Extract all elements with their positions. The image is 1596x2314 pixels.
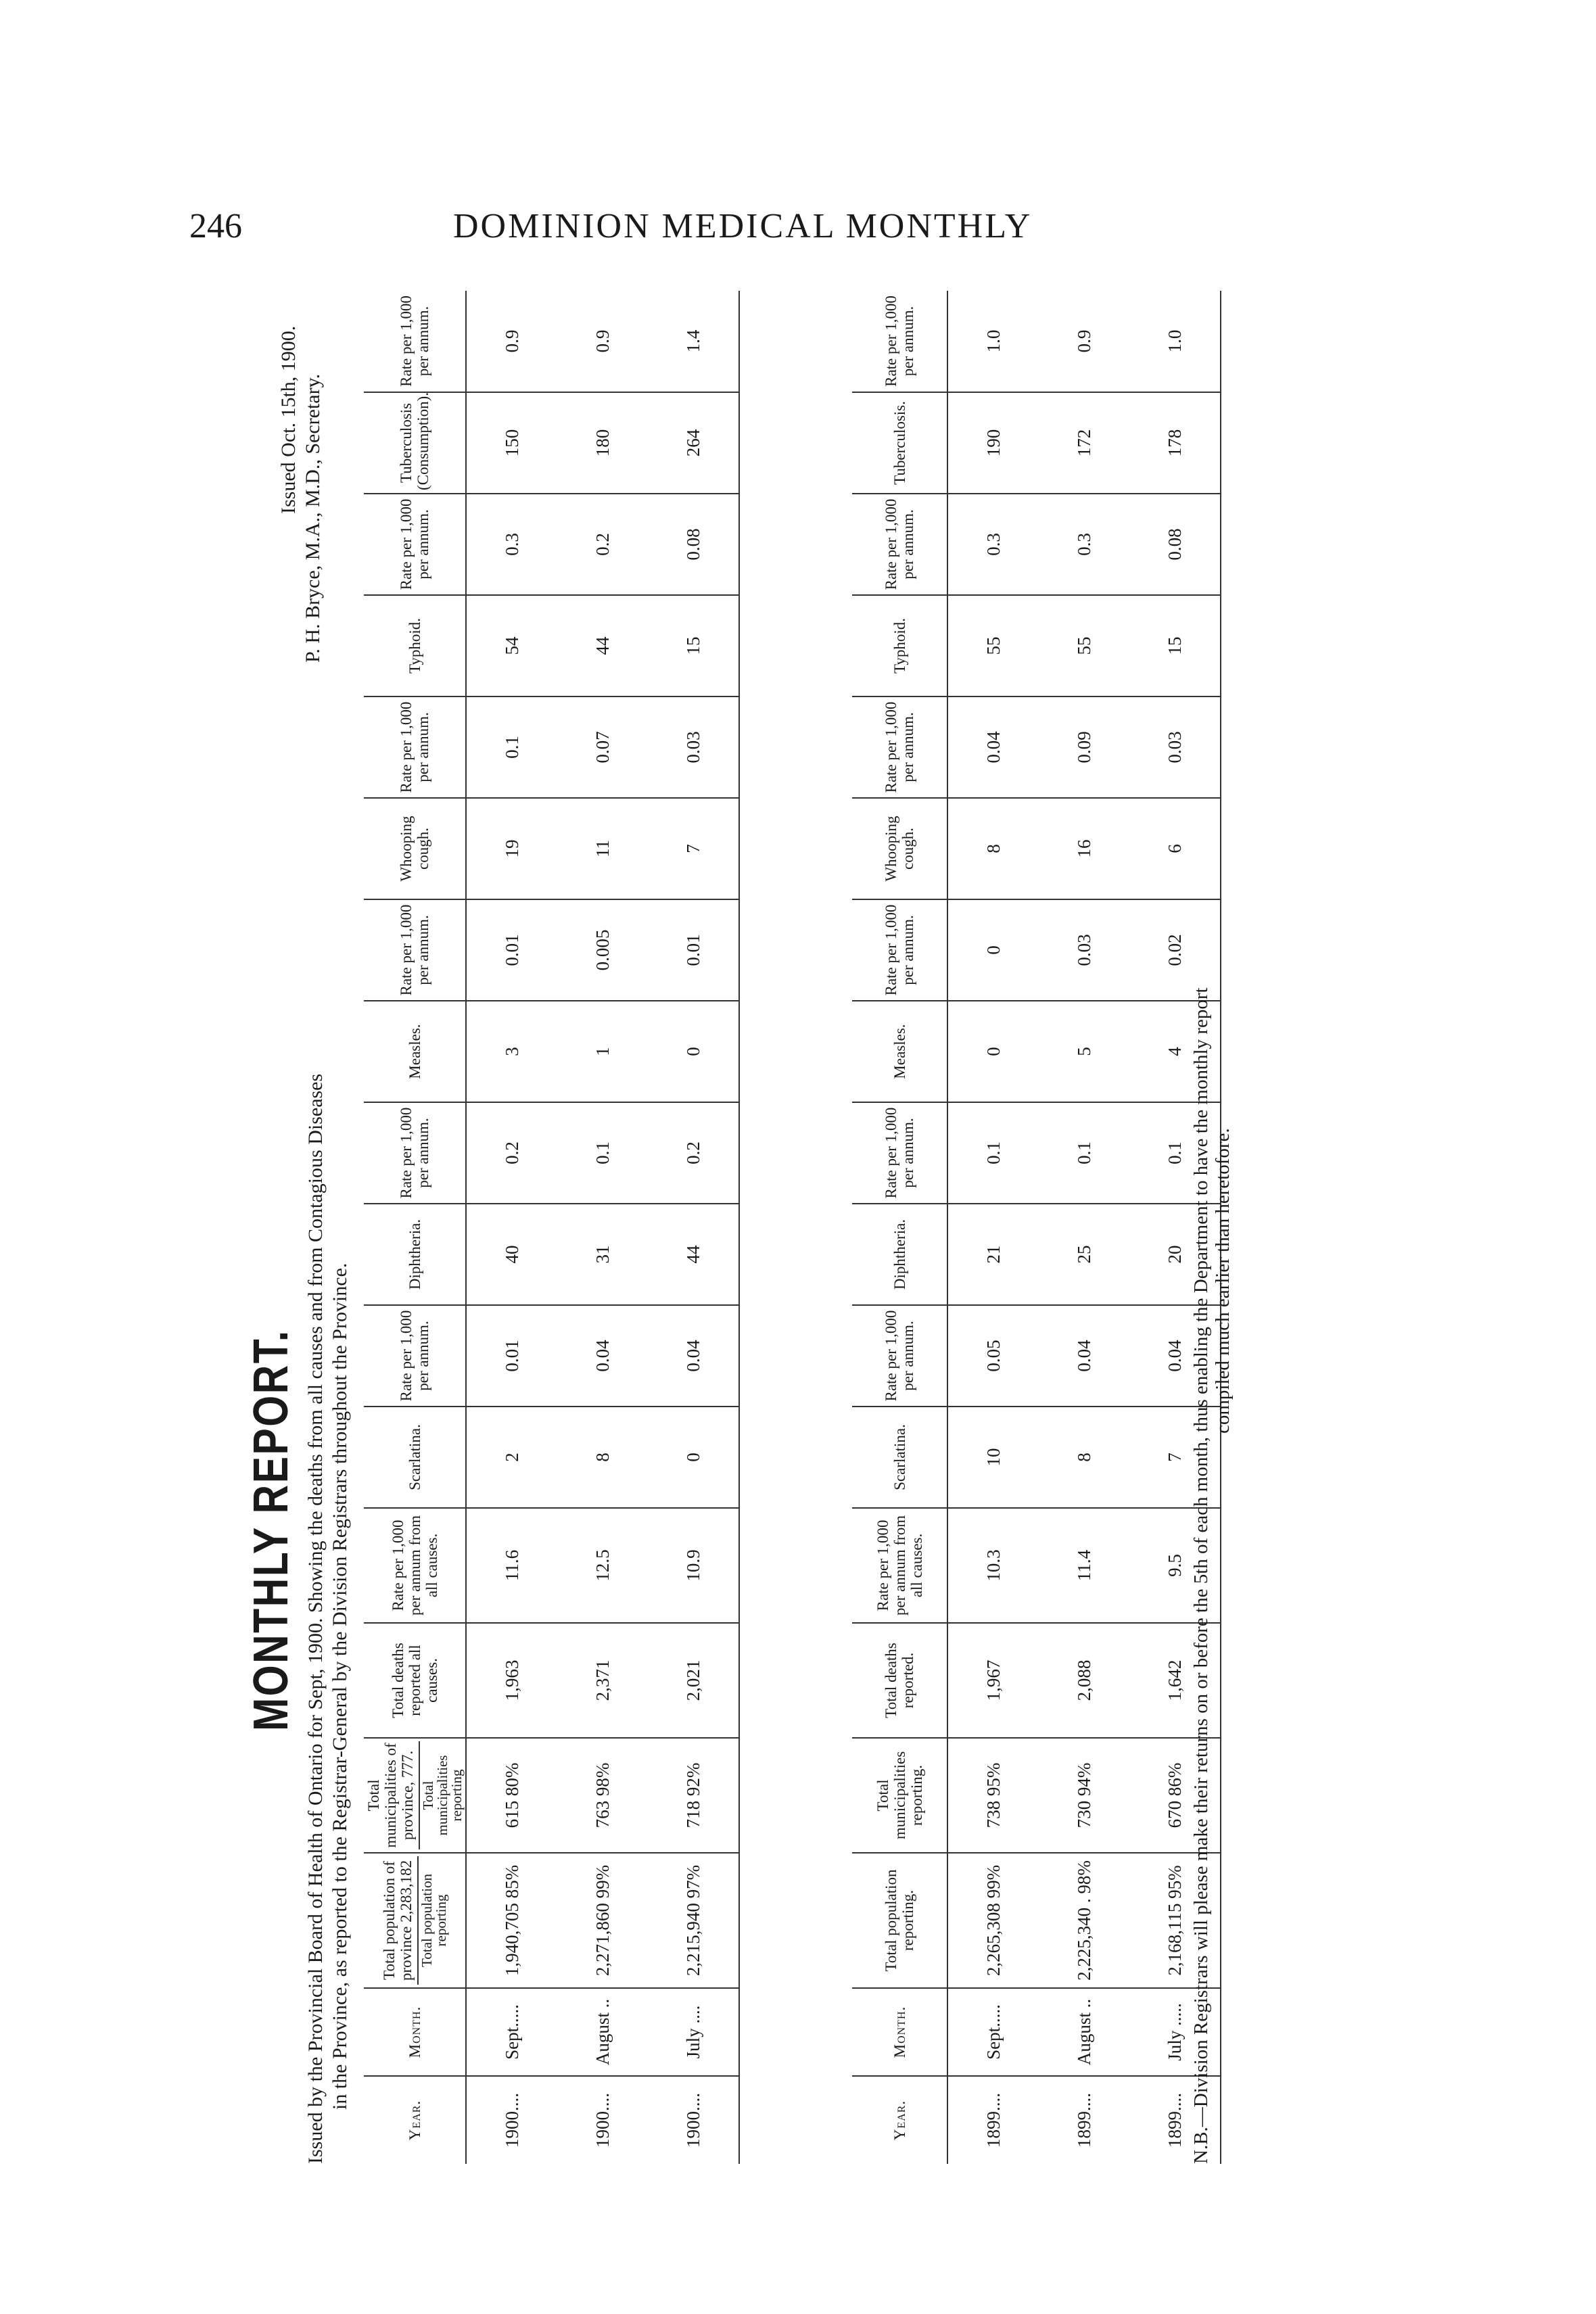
col-rate-diphtheria: Rate per 1,000 per annum. [852, 1102, 947, 1204]
col-typhoid: Typhoid. [852, 595, 947, 696]
cell-scarlatina: 8 [557, 1407, 648, 1508]
cell-municipalities: 615 80% [466, 1738, 557, 1853]
cell-rate-tuberculosis: 0.9 [557, 291, 648, 392]
cell-rate-typhoid: 0.2 [557, 494, 648, 595]
col-municipalities: Total municipalities reporting. [852, 1738, 947, 1853]
col-diphtheria: Diphtheria. [364, 1204, 466, 1305]
cell-whooping: 7 [648, 798, 739, 899]
cell-month: August .. [557, 1988, 648, 2076]
cell-municipalities: 738 95% [947, 1738, 1039, 1853]
cell-scarlatina: 8 [1039, 1407, 1129, 1508]
col-rate-measles: Rate per 1,000 per annum. [364, 899, 466, 1001]
col-whooping: Whooping cough. [852, 798, 947, 899]
cell-deaths: 1,967 [947, 1623, 1039, 1738]
cell-rate-diphtheria: 0.1 [1129, 1102, 1221, 1204]
cell-rate-scarlatina: 0.01 [466, 1305, 557, 1407]
cell-rate-scarlatina: 0.05 [947, 1305, 1039, 1407]
cell-rate-tuberculosis: 1.0 [947, 291, 1039, 392]
cell-rate-measles: 0.02 [1129, 899, 1221, 1001]
page-header [189, 193, 1069, 260]
cell-typhoid: 15 [648, 595, 739, 696]
cell-tuberculosis: 264 [648, 392, 739, 494]
cell-tuberculosis: 172 [1039, 392, 1129, 494]
col-rate-scarlatina: Rate per 1,000 per annum. [852, 1305, 947, 1407]
cell-rate-all: 9.5 [1129, 1508, 1221, 1623]
cell-year: 1900.... [502, 2093, 522, 2148]
col-municipalities: Total municipalities of province, 777. Total municipalities reporting [364, 1738, 466, 1853]
table-row [648, 291, 739, 2164]
rotated-report [243, 298, 1244, 2164]
cell-rate-all: 11.4 [1039, 1508, 1129, 1623]
col-rate-measles: Rate per 1,000 per annum. [852, 899, 947, 1001]
cell-month: July ..... [1129, 1988, 1221, 2076]
cell-rate-scarlatina: 0.04 [557, 1305, 648, 1407]
cell-rate-tuberculosis: 0.9 [466, 291, 557, 392]
cell-whooping: 8 [947, 798, 1039, 899]
table-1900 [364, 291, 740, 2164]
cell-municipalities: 763 98% [557, 1738, 648, 1853]
cell-rate-whooping: 0.04 [947, 696, 1039, 798]
col-month: Month. [364, 1988, 466, 2076]
cell-rate-typhoid: 0.3 [1039, 494, 1129, 595]
report-title: MONTHLY REPORT. [244, 1329, 298, 1731]
cell-month: Sept..... [466, 1988, 557, 2076]
cell-whooping: 16 [1039, 798, 1129, 899]
cell-typhoid: 15 [1129, 595, 1221, 696]
col-whooping: Whooping cough. [364, 798, 466, 899]
cell-rate-whooping: 0.09 [1039, 696, 1129, 798]
cell-measles: 4 [1129, 1001, 1221, 1102]
col-scarlatina: Scarlatina. [364, 1407, 466, 1508]
col-year: Year. [852, 2076, 947, 2164]
cell-year: 1899.... [1129, 2076, 1221, 2164]
cell-rate-all: 12.5 [557, 1508, 648, 1623]
journal-title: DOMINION MEDICAL MONTHLY [453, 207, 1033, 245]
cell-rate-all: 10.9 [648, 1508, 739, 1623]
issued-by-line: Issued by the Provincial Board of Health of Ontario for Sept, 1900. Showing the deaths from all causes and from Contagious Diseases [304, 1073, 327, 2164]
col-rate-tuberculosis: Rate per 1,000 per annum. [364, 291, 466, 392]
page-number: 246 [189, 207, 242, 245]
cell-diphtheria: 40 [466, 1204, 557, 1305]
cell-rate-scarlatina: 0.04 [1039, 1305, 1129, 1407]
cell-rate-typhoid: 0.08 [1129, 494, 1221, 595]
table-header-row [852, 291, 947, 2164]
cell-measles: 0 [648, 1001, 739, 1102]
cell-deaths: 2,371 [557, 1623, 648, 1738]
secretary: P. H. Bryce, M.A., M.D., Secretary. [302, 373, 324, 663]
cell-typhoid: 44 [557, 595, 648, 696]
cell-population: 2,271,860 99% [557, 1853, 648, 1988]
cell-rate-all: 11.6 [466, 1508, 557, 1623]
col-month: Month. [852, 1988, 947, 2076]
cell-tuberculosis: 190 [947, 392, 1039, 494]
cell-rate-measles: 0.03 [1039, 899, 1129, 1001]
cell-rate-tuberculosis: 1.4 [648, 291, 739, 392]
cell-whooping: 19 [466, 798, 557, 899]
col-rate-diphtheria: Rate per 1,000 per annum. [364, 1102, 466, 1204]
table-row [1039, 291, 1129, 2164]
cell-month: August .. [1039, 1988, 1129, 2076]
cell-month: Sept..... [947, 1988, 1039, 2076]
cell-tuberculosis: 178 [1129, 392, 1221, 494]
cell-year: 1900.... [592, 2093, 613, 2148]
cell-rate-tuberculosis: 1.0 [1129, 291, 1221, 392]
cell-typhoid: 54 [466, 595, 557, 696]
cell-diphtheria: 25 [1039, 1204, 1129, 1305]
cell-rate-diphtheria: 0.2 [648, 1102, 739, 1204]
col-rate-all: Rate per 1,000 per annum from all causes. [852, 1508, 947, 1623]
cell-rate-measles: 0.01 [466, 899, 557, 1001]
cell-rate-scarlatina: 0.04 [1129, 1305, 1221, 1407]
table-row [947, 291, 1039, 2164]
cell-scarlatina: 7 [1129, 1407, 1221, 1508]
cell-year: 1900.... [648, 2076, 739, 2164]
cell-whooping: 6 [1129, 798, 1221, 899]
cell-rate-measles: 0.01 [648, 899, 739, 1001]
cell-whooping: 11 [557, 798, 648, 899]
cell-deaths: 1,963 [466, 1623, 557, 1738]
cell-rate-typhoid: 0.3 [466, 494, 557, 595]
footnote [1190, 541, 1234, 2164]
col-rate-scarlatina: Rate per 1,000 per annum. [364, 1305, 466, 1407]
cell-measles: 1 [557, 1001, 648, 1102]
cell-population: 2,265,308 99% [947, 1853, 1039, 1988]
cell-deaths: 2,088 [1039, 1623, 1129, 1738]
table-row [466, 291, 557, 2164]
cell-municipalities: 718 92% [648, 1738, 739, 1853]
cell-typhoid: 55 [1039, 595, 1129, 696]
col-tuberculosis: Tuberculosis (Consumption). [364, 392, 466, 494]
cell-population: 2,168,115 95% [1129, 1853, 1221, 1988]
col-rate-all: Rate per 1,000 per annum from all causes. [364, 1508, 466, 1623]
col-typhoid: Typhoid. [364, 595, 466, 696]
col-deaths: Total deaths reported all causes. [364, 1623, 466, 1738]
cell-measles: 5 [1039, 1001, 1129, 1102]
cell-deaths: 2,021 [648, 1623, 739, 1738]
cell-rate-diphtheria: 0.1 [557, 1102, 648, 1204]
cell-year: 1899.... [983, 2093, 1004, 2148]
cell-municipalities: 730 94% [1039, 1738, 1129, 1853]
cell-typhoid: 55 [947, 595, 1039, 696]
cell-population: 1,940,705 85% [466, 1853, 557, 1988]
table-1899 [852, 291, 1221, 2164]
col-measles: Measles. [852, 1001, 947, 1102]
cell-tuberculosis: 150 [466, 392, 557, 494]
cell-rate-diphtheria: 0.1 [947, 1102, 1039, 1204]
cell-rate-measles: 0 [947, 899, 1039, 1001]
cell-tuberculosis: 180 [557, 392, 648, 494]
cell-rate-diphtheria: 0.1 [1039, 1102, 1129, 1204]
table-row [557, 291, 648, 2164]
cell-municipalities: 670 86% [1129, 1738, 1221, 1853]
col-rate-typhoid: Rate per 1,000 per annum. [852, 494, 947, 595]
col-scarlatina: Scarlatina. [852, 1407, 947, 1508]
footnote-line-2: compiled much earlier than heretofore. [1212, 1128, 1234, 1434]
table-header-row [364, 291, 466, 2164]
cell-rate-tuberculosis: 0.9 [1039, 291, 1129, 392]
cell-measles: 0 [947, 1001, 1039, 1102]
cell-rate-typhoid: 0.08 [648, 494, 739, 595]
cell-rate-typhoid: 0.3 [947, 494, 1039, 595]
col-rate-typhoid: Rate per 1,000 per annum. [364, 494, 466, 595]
cell-rate-whooping: 0.07 [557, 696, 648, 798]
col-deaths: Total deaths reported. [852, 1623, 947, 1738]
cell-scarlatina: 2 [466, 1407, 557, 1508]
col-tuberculosis: Tuberculosis. [852, 392, 947, 494]
col-population: Total population of province 2,283,182 Total population reporting [364, 1853, 466, 1988]
issued-by-line-2: in the Province, as reported to the Registrar-General by the Division Registrars throughout the Province. [329, 1262, 351, 2110]
cell-population: 2,225,340 . 98% [1039, 1853, 1129, 1988]
cell-scarlatina: 0 [648, 1407, 739, 1508]
cell-deaths: 1,642 [1129, 1623, 1221, 1738]
cell-rate-diphtheria: 0.2 [466, 1102, 557, 1204]
cell-diphtheria: 21 [947, 1204, 1039, 1305]
cell-population: 2,215,940 97% [648, 1853, 739, 1988]
col-measles: Measles. [364, 1001, 466, 1102]
col-rate-tuberculosis: Rate per 1,000 per annum. [852, 291, 947, 392]
col-population: Total population reporting. [852, 1853, 947, 1988]
cell-diphtheria: 44 [648, 1204, 739, 1305]
footnote-line-1: N.B.—Division Registrars will please make their returns on or before the 5th of each month, thus enabling the Department to have the monthly report [1190, 987, 1212, 2164]
issued-date: Issued Oct. 15th, 1900. [277, 325, 300, 514]
cell-rate-whooping: 0.1 [466, 696, 557, 798]
cell-scarlatina: 10 [947, 1407, 1039, 1508]
col-rate-whooping: Rate per 1,000 per annum. [364, 696, 466, 798]
cell-rate-scarlatina: 0.04 [648, 1305, 739, 1407]
cell-diphtheria: 20 [1129, 1204, 1221, 1305]
col-diphtheria: Diphtheria. [852, 1204, 947, 1305]
cell-rate-whooping: 0.03 [1129, 696, 1221, 798]
col-year: Year. [364, 2076, 466, 2164]
cell-year: 1899.... [1074, 2093, 1094, 2148]
cell-rate-all: 10.3 [947, 1508, 1039, 1623]
cell-measles: 3 [466, 1001, 557, 1102]
cell-diphtheria: 31 [557, 1204, 648, 1305]
cell-rate-measles: 0.005 [557, 899, 648, 1001]
col-rate-whooping: Rate per 1,000 per annum. [852, 696, 947, 798]
cell-rate-whooping: 0.03 [648, 696, 739, 798]
cell-month: July .... [648, 1988, 739, 2076]
